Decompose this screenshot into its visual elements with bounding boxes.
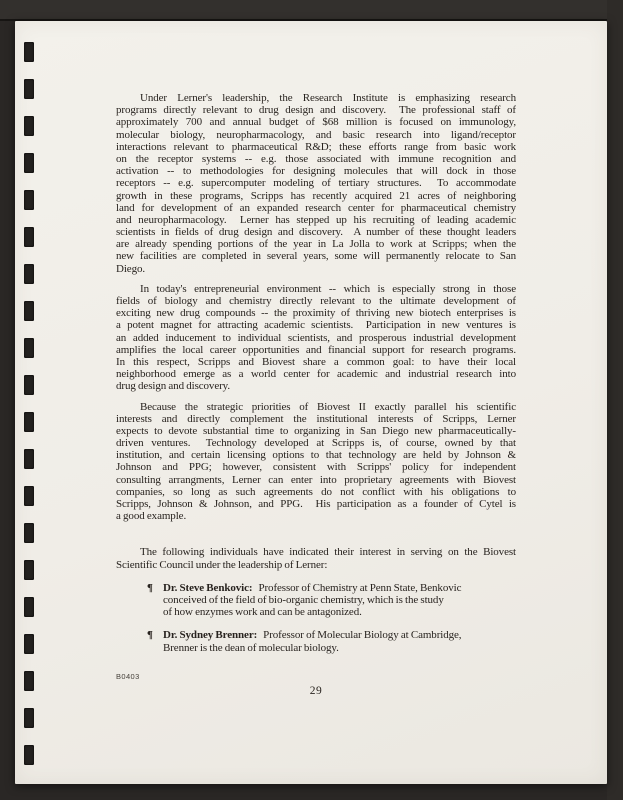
binding-hole	[24, 338, 34, 358]
text-line: of how enzymes work and can be antagonized.	[163, 606, 362, 619]
text-line: neighborhood emerge as a world center for academic and industrial research into	[116, 368, 516, 381]
paragraph-research-institute	[116, 92, 516, 275]
council-item-text	[163, 582, 516, 619]
text-line: companies, so long as such agreements do not conflict with his obligations to	[116, 485, 516, 498]
text-line: Johnson and PPG; however, consistent with Scripps' policy for independent	[116, 461, 516, 474]
binding-hole	[24, 671, 34, 691]
text-line: institution, and certain licensing options to that technology are held by Johnson &	[116, 449, 516, 462]
text-line: new facilities are completed in several years, some will permanently relocate to San	[116, 250, 516, 263]
binding-hole	[24, 153, 34, 173]
binding-hole	[24, 745, 34, 765]
text-line: land for development of an expanded research center for pharmaceutical chemistry	[116, 201, 516, 214]
document-page	[15, 21, 607, 784]
text-line: conceived of the field of bio-organic chemistry, which is the study	[163, 593, 444, 606]
scanner-top-edge	[0, 0, 623, 21]
page-content	[116, 92, 516, 697]
text-line: interactions relevant to pharmaceutical R&D; these efforts range from basic work	[116, 140, 516, 153]
binding-hole	[24, 375, 34, 395]
text-line: exciting new drug compounds -- the proximity of thriving new biotech enterprises is	[116, 307, 516, 320]
binding-hole	[24, 301, 34, 321]
text-line: are already spending portions of the year in La Jolla to work at Scripps; when the	[116, 238, 516, 251]
text-line: The following individuals have indicated their interest in serving on the Biovest	[140, 546, 516, 559]
council-member-desc: Professor of Molecular Biology at Cambridge,	[263, 629, 462, 642]
binding-hole	[24, 190, 34, 210]
pilcrow-bullet-icon: ¶	[147, 629, 153, 642]
text-line: In today's entrepreneurial environment -- which is especially strong in those	[140, 282, 516, 295]
page-number: 29	[309, 684, 323, 697]
text-line: Scientific Council under the leadership of Lerner:	[116, 558, 328, 571]
council-item-brenner	[116, 629, 516, 653]
binding-hole	[24, 227, 34, 247]
binding-hole	[24, 116, 34, 136]
text-line: In this respect, Scripps and Biovest share a common goal: to have their local	[116, 355, 516, 368]
binding-hole	[24, 523, 34, 543]
text-line: Brenner is the dean of molecular biology.	[163, 641, 339, 654]
text-line	[163, 582, 516, 594]
council-member-name: Dr. Sydney Brenner:	[163, 629, 258, 642]
text-line: molecular biology, neuropharmacology, and basic research into ligand/receptor	[116, 128, 516, 141]
text-line: amplifies the local career opportunities and financial support for research programs.	[116, 343, 516, 356]
text-line: drug design and discovery.	[116, 380, 231, 393]
binding-hole	[24, 560, 34, 580]
text-line: scientists in fields of drug design and discovery. A number of these thought leaders	[116, 226, 516, 239]
text-line: interests and directly complement the institutional interests of Scripps, Lerner	[116, 412, 516, 425]
council-member-desc: Professor of Chemistry at Penn State, Benkovic	[258, 581, 462, 594]
document-code: B0403	[116, 671, 140, 681]
text-line: Because the strategic priorities of Biovest II exactly parallel his scientific	[140, 400, 516, 413]
text-line: receptors -- e.g. supercomputer modeling of tertiary structures. To accommodate	[116, 177, 516, 190]
binding-holes	[24, 42, 34, 765]
text-line: a good example.	[116, 510, 187, 523]
council-member-name: Dr. Steve Benkovic:	[163, 581, 253, 594]
text-line: on the receptor systems -- e.g. those associated with immune recognition and	[116, 152, 516, 165]
binding-hole	[24, 708, 34, 728]
pilcrow-bullet-icon: ¶	[147, 581, 153, 594]
paragraph-council-intro	[116, 546, 516, 570]
text-line: consulting arrangments, Lerner can enter into proprietary agreements with Biovest	[116, 473, 516, 486]
text-line: Scripps, Johnson & Johnson, and PPG. His participation as a founder of Cytel is	[116, 498, 516, 510]
text-line: driven ventures. Technology developed at Scripps is, of course, owned by that	[116, 437, 516, 450]
text-line: activation -- to methodologies for designing molecules that will dock in those	[116, 165, 516, 178]
text-line: fields of biology and chemistry directly relevant to the ultimate development of	[116, 295, 516, 307]
text-line: a potent magnet for attracting academic scientists. Participation in new ventures is	[116, 319, 516, 332]
scanner-right-edge	[607, 0, 623, 800]
binding-hole	[24, 449, 34, 469]
scientific-council-list	[116, 582, 516, 654]
text-line: Under Lerner's leadership, the Research Institute is emphasizing research	[140, 92, 516, 104]
council-item-benkovic	[116, 582, 516, 619]
text-line: an added inducement to individual scientists, and prosperous industrial development	[116, 331, 516, 344]
paragraph-biovest-priorities	[116, 401, 516, 523]
text-line: approximately 700 and annual budget of $68 million is focused on immunology,	[116, 116, 516, 129]
paragraph-entrepreneurial-environment	[116, 283, 516, 393]
binding-hole	[24, 597, 34, 617]
binding-hole	[24, 79, 34, 99]
text-line: programs directly relevant to drug design and discovery. The professional staff of	[116, 104, 516, 117]
binding-hole	[24, 42, 34, 62]
council-item-text	[163, 629, 516, 653]
binding-hole	[24, 412, 34, 432]
text-line	[163, 629, 516, 641]
binding-hole	[24, 486, 34, 506]
text-line: growth in these programs, Scripps has recently acquired 21 acres of neighboring	[116, 189, 516, 202]
binding-hole	[24, 264, 34, 284]
binding-hole	[24, 634, 34, 654]
text-line: Diego.	[116, 262, 146, 275]
text-line: expects to devote substantial time to organizing in San Diego new pharmaceutically-	[116, 424, 516, 437]
text-line: and neuropharmacology. Lerner has stepped up his recruiting of leading academic	[116, 213, 516, 226]
